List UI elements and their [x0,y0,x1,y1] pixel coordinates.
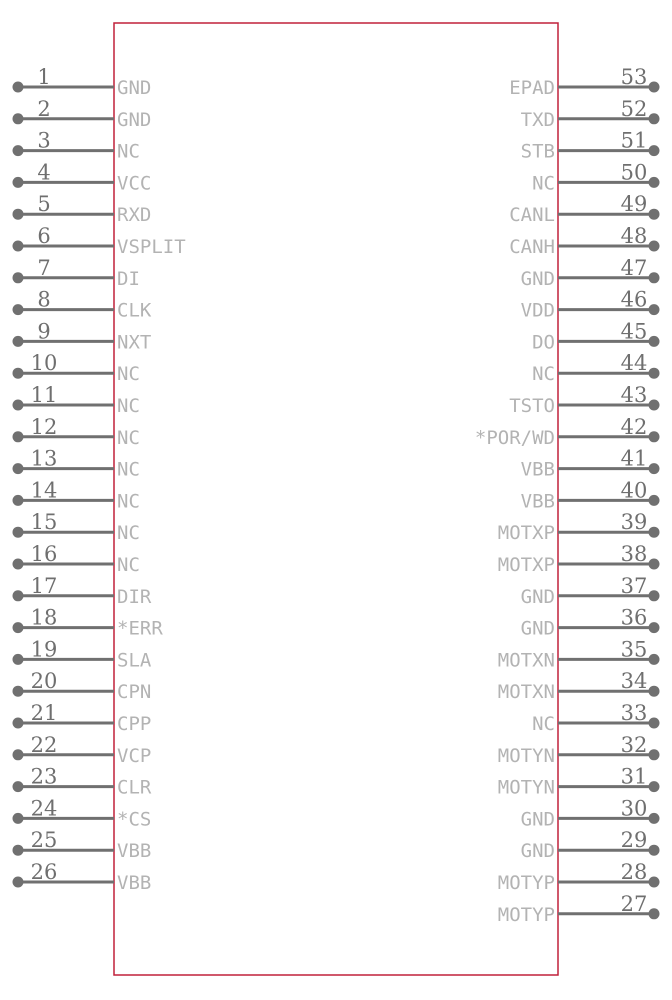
pin-end-dot [649,622,660,633]
left-pin [13,733,152,767]
right-pin [498,669,660,703]
pin-name: CANH [509,236,555,258]
pin-number: 32 [620,732,648,757]
pin-end-dot [13,749,24,760]
pin-name: MOTYN [497,776,555,799]
right-pin [521,288,660,322]
right-pin [532,701,659,735]
pin-number: 21 [30,701,58,725]
right-pin [498,892,660,926]
pin-name: CPN [117,681,152,704]
pin-end-dot [649,749,660,760]
left-pin [13,447,140,481]
pin-name: NC [117,140,140,163]
right-pin [509,383,659,417]
pin-name: NC [117,395,140,417]
pin-name: VCP [117,744,152,767]
pin-end-dot [649,177,660,188]
pin-end-dot [13,209,24,220]
pin-number: 51 [620,128,648,153]
pin-name: DO [532,331,555,354]
pin-end-dot [13,113,24,124]
right-pin [521,97,660,131]
left-pin [13,510,140,544]
pin-end-dot [649,368,660,379]
left-pin-group [13,65,186,894]
left-pin [13,97,152,131]
right-pin [521,478,660,512]
pin-end-dot [649,654,660,665]
pin-name: CANL [509,204,555,227]
right-pin [498,637,660,671]
left-pin [13,129,140,163]
pin-name: NC [117,522,140,545]
pin-number: 36 [620,605,648,630]
pin-end-dot [649,241,660,252]
pin-name: NXT [117,331,152,354]
pin-number: 46 [620,287,648,312]
pin-end-dot [13,368,24,379]
pin-end-dot [13,82,24,93]
pin-number: 11 [30,383,58,407]
right-pin [521,606,660,640]
pin-name: VDD [520,299,555,322]
pin-name: NC [117,426,140,449]
pin-number: 52 [620,96,648,121]
pin-name: *POR/WD [474,426,555,449]
pin-number: 19 [30,637,58,662]
left-pin [13,574,152,608]
pin-end-dot [13,654,24,665]
pin-end-dot [13,686,24,697]
left-pin [13,637,152,671]
pin-end-dot [13,431,24,442]
right-pin [509,192,659,226]
pin-name: MOTYP [497,872,555,894]
pin-number: 3 [37,128,51,153]
pin-end-dot [649,686,660,697]
pin-name: MOTXP [497,522,555,545]
pin-number: 29 [620,828,648,853]
pin-name: VBB [117,840,152,863]
pin-name: *CS [117,808,152,831]
pin-end-dot [649,527,660,538]
pin-name: EPAD [509,77,555,99]
pin-name: NC [117,554,140,576]
pin-number: 40 [620,478,648,503]
pin-number: 20 [30,669,58,694]
pin-end-dot [649,272,660,283]
pin-name: MOTYN [497,744,555,767]
pin-end-dot [649,781,660,792]
right-pin [521,574,660,608]
pin-end-dot [13,304,24,315]
pin-number: 48 [620,224,648,248]
pin-number: 45 [620,319,648,344]
pin-name: MOTXN [497,649,555,672]
right-pin [532,160,659,194]
pin-name: GND [520,840,555,863]
pin-end-dot [13,145,24,156]
pin-number: 7 [37,255,51,280]
left-pin [13,351,140,385]
pin-number: 9 [37,319,51,344]
pin-end-dot [13,718,24,729]
pin-number: 49 [620,192,648,217]
pin-end-dot [13,590,24,601]
right-pin [521,129,660,163]
pin-name: VBB [117,872,152,894]
pin-name: NC [532,172,555,195]
pin-end-dot [649,813,660,824]
pin-end-dot [649,718,660,729]
pin-name: TSTO [509,395,555,417]
pin-number: 25 [30,828,58,853]
pin-number: 12 [30,414,58,439]
pin-number: 24 [30,796,58,821]
pin-name: GND [520,267,555,290]
pin-end-dot [13,527,24,538]
pin-end-dot [649,304,660,315]
pin-name: CLK [117,299,152,322]
pin-end-dot [649,463,660,474]
pin-number: 23 [30,764,58,789]
pin-number: 13 [30,446,58,471]
pin-end-dot [13,781,24,792]
pin-name: MOTYP [497,903,555,926]
pin-number: 4 [37,160,51,185]
left-pin [13,65,152,99]
pin-number: 8 [37,287,51,312]
pin-end-dot [649,82,660,93]
pin-name: STB [520,140,555,163]
right-pin [498,860,660,894]
right-pin [521,796,660,830]
pin-number: 10 [30,351,58,376]
pin-number: 41 [620,446,648,471]
pin-number: 31 [620,764,648,789]
left-pin [13,542,140,576]
pin-end-dot [13,400,24,411]
pin-number: 47 [620,255,648,280]
pin-number: 43 [620,383,648,407]
pin-name: GND [117,108,152,131]
right-pin-group [475,65,660,926]
pin-number: 53 [620,65,648,89]
pin-name: DIR [117,585,152,608]
pin-end-dot [649,495,660,506]
pin-number: 15 [30,510,58,535]
pin-end-dot [649,113,660,124]
left-pin [13,383,140,417]
left-pin [13,415,140,449]
pin-number: 17 [30,573,58,598]
pin-number: 6 [37,224,51,248]
pin-name: GND [520,808,555,831]
pin-name: CLR [117,776,152,799]
left-pin [13,860,152,894]
pin-number: 35 [620,637,648,662]
left-pin [13,828,152,862]
pin-end-dot [13,559,24,570]
pin-name: VBB [520,490,555,513]
pin-end-dot [649,877,660,888]
pin-end-dot [13,241,24,252]
ic-body-outline [114,23,558,975]
pin-number: 26 [30,860,58,884]
pin-number: 37 [620,573,648,598]
right-pin [498,765,660,799]
left-pin [13,288,152,322]
pin-end-dot [13,177,24,188]
right-pin [498,542,660,576]
pin-end-dot [13,622,24,633]
pin-end-dot [13,272,24,283]
pin-end-dot [13,877,24,888]
pin-number: 27 [620,891,648,916]
pin-end-dot [13,463,24,474]
right-pin [509,65,659,99]
pin-number: 14 [30,478,58,503]
pin-end-dot [13,336,24,347]
pin-name: CPP [117,713,152,735]
pin-number: 44 [620,351,648,376]
pin-name: NC [117,458,140,481]
right-pin [509,224,659,258]
pin-name: NC [117,490,140,513]
right-pin [521,256,660,290]
pin-end-dot [649,431,660,442]
pin-name: NC [117,363,140,386]
left-pin [13,160,152,194]
pin-number: 33 [620,701,648,725]
left-pin [13,606,164,640]
left-pin [13,256,140,290]
pin-end-dot [13,495,24,506]
right-pin [498,733,660,767]
pin-end-dot [649,590,660,601]
pin-end-dot [649,908,660,919]
pin-number: 5 [37,192,51,217]
pin-name: NC [532,363,555,386]
pin-number: 50 [620,160,648,185]
pin-name: VSPLIT [117,236,186,258]
pin-end-dot [649,209,660,220]
left-pin [13,478,140,512]
right-pin [498,510,660,544]
pin-number: 38 [620,542,648,566]
pin-end-dot [13,813,24,824]
left-pin [13,319,152,353]
pin-number: 18 [30,605,58,630]
pin-name: MOTXN [497,681,555,704]
pin-number: 16 [30,542,58,566]
pin-number: 22 [30,732,58,757]
pin-number: 42 [620,414,648,439]
pin-name: GND [520,585,555,608]
pin-name: TXD [520,108,555,131]
pin-end-dot [649,145,660,156]
pin-name: NC [532,713,555,735]
pin-number: 39 [620,510,648,535]
pin-name: GND [117,77,152,99]
pin-name: SLA [117,649,152,672]
right-pin [521,447,660,481]
right-pin [521,828,660,862]
left-pin [13,669,152,703]
right-pin [532,319,659,353]
pin-name: GND [520,617,555,640]
pin-name: DI [117,267,140,290]
pin-end-dot [649,845,660,856]
pin-number: 28 [620,860,648,884]
left-pin [13,224,186,258]
left-pin [13,796,152,830]
pin-end-dot [649,559,660,570]
left-pin [13,192,152,226]
pin-name: VCC [117,172,152,195]
pin-number: 1 [37,65,51,89]
pin-end-dot [649,400,660,411]
pin-number: 34 [620,669,648,694]
right-pin [475,415,660,449]
left-pin [13,765,152,799]
left-pin [13,701,152,735]
pin-name: *ERR [117,617,163,640]
pin-number: 30 [620,796,648,821]
pin-number: 2 [37,96,51,121]
pin-name: MOTXP [497,554,555,576]
pin-name: VBB [520,458,555,481]
pin-name: RXD [117,204,152,227]
pin-end-dot [13,845,24,856]
right-pin [532,351,659,385]
pin-end-dot [649,336,660,347]
